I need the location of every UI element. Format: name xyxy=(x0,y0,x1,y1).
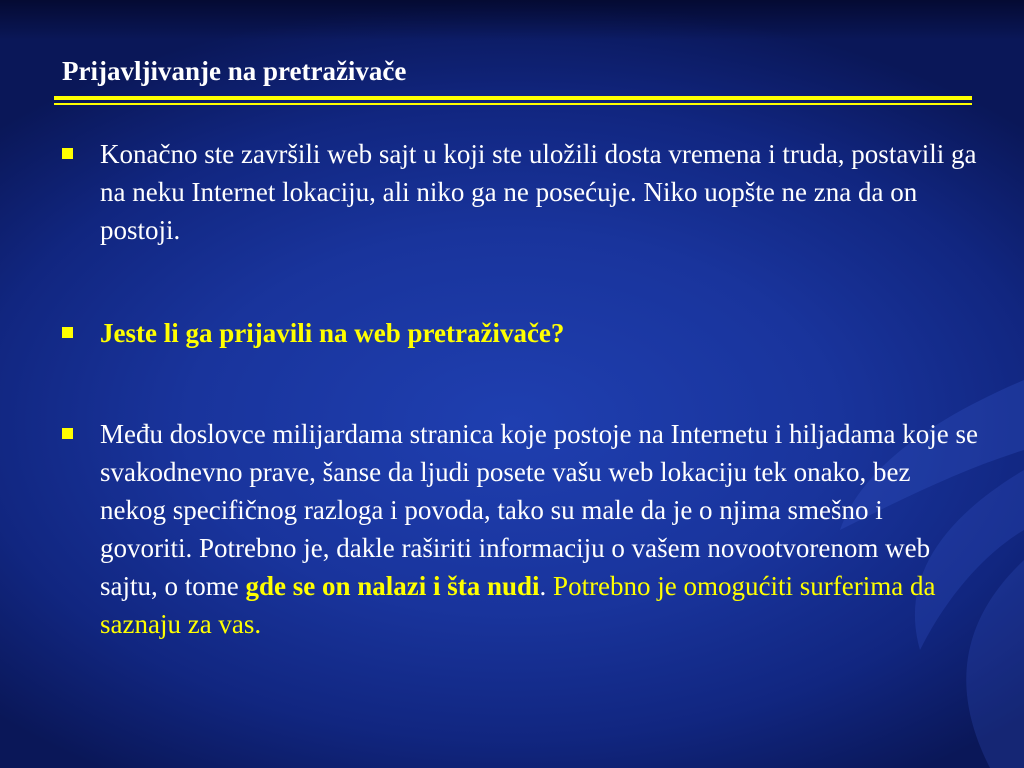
bullet-text-3-bold: gde se on nalazi i šta nudi xyxy=(245,571,540,601)
bullet-text-3-highlight: Potrebno je omogućiti surferima da saznaju za vas. xyxy=(100,571,936,639)
bullet-text-3-plain: Među doslovce milijardama stranica koje postoje na Internetu i hiljadama koje se svakodnevno prave, šanse da ljudi posete vašu web lokaciju tek onako, bez nekog specifičnog razloga i povoda, tako su male da je o njima smešno i govoriti. Potrebno je, dakle raširiti informaciju o vašem novootvorenom web sajtu, o tome xyxy=(100,419,978,601)
bullet-text-3-period: . xyxy=(539,571,547,601)
title-rule-thick xyxy=(54,96,972,100)
bullet-marker-3 xyxy=(62,428,73,439)
bullet-text-1: Konačno ste završili web sajt u koji ste uložili dosta vremena i truda, postavili ga na neku Internet lokaciju, ali niko ga ne posećuje. Niko uopšte ne zna da on postoji. xyxy=(100,139,977,245)
slide-title: Prijavljivanje na pretraživače xyxy=(62,56,407,86)
bullet-text-3 xyxy=(100,415,980,643)
bullet-marker-2 xyxy=(62,327,73,338)
bullet-text-2: Jeste li ga prijavili na web pretraživače? xyxy=(100,318,565,348)
bullet-marker-1 xyxy=(62,148,73,159)
title-rule-thin xyxy=(54,103,972,105)
